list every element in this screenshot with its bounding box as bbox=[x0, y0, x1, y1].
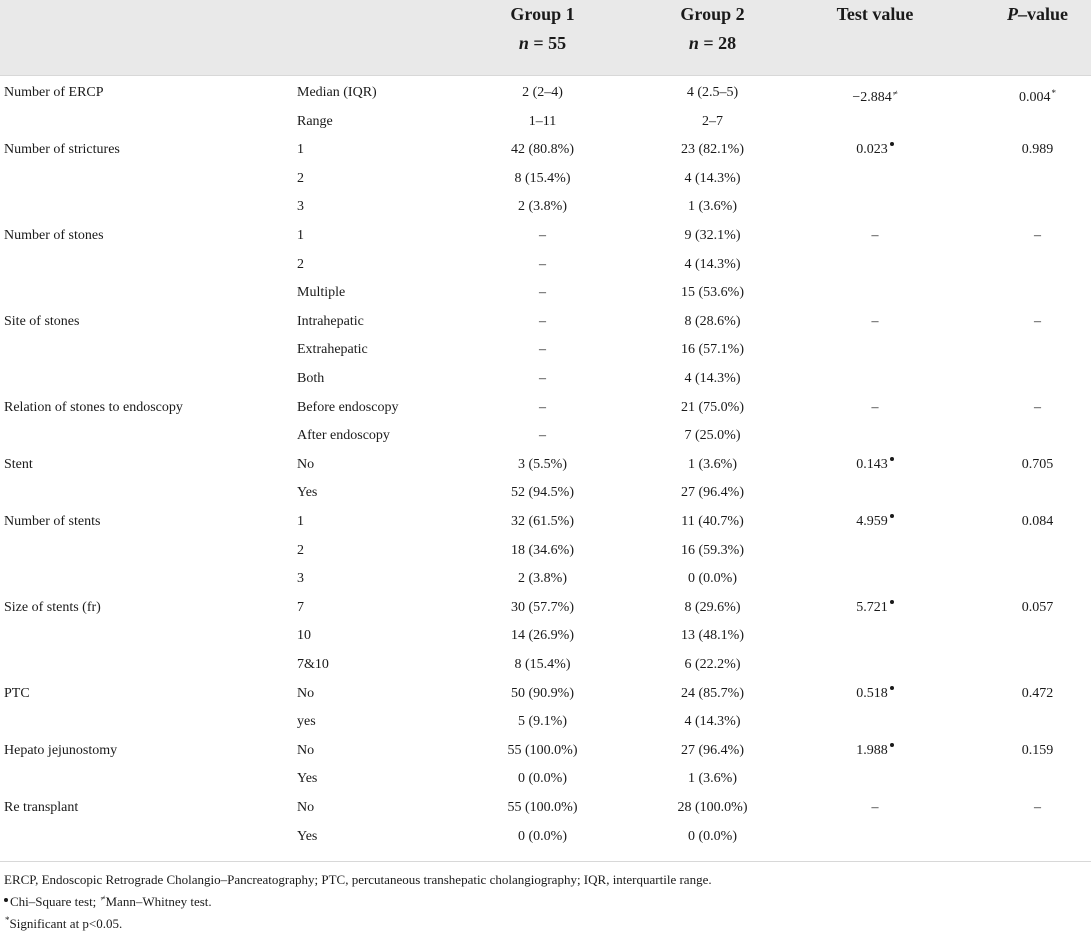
cell-c4 bbox=[640, 708, 785, 736]
cell-text: Yes bbox=[297, 485, 318, 501]
cell-text: Site of stones bbox=[4, 313, 80, 329]
cell-text: 0 (0.0%) bbox=[688, 571, 737, 587]
cell-c2 bbox=[297, 794, 314, 822]
cell-text: After endoscopy bbox=[297, 428, 390, 444]
cell-c4 bbox=[640, 651, 785, 679]
cell-c2 bbox=[297, 108, 333, 136]
cell-text: 2 bbox=[297, 170, 304, 186]
cell-text: Relation of stones to endoscopy bbox=[4, 399, 183, 415]
cell-c2 bbox=[297, 479, 317, 507]
cell-c3 bbox=[470, 823, 615, 851]
cell-text: Median (IQR) bbox=[297, 85, 377, 100]
cell-text: 1 bbox=[297, 514, 304, 529]
cell-text: 9 (32.1%) bbox=[684, 228, 741, 243]
cell-text: No bbox=[297, 456, 315, 472]
cell-c3 bbox=[470, 451, 615, 479]
cell-text: 4.959 bbox=[856, 514, 888, 529]
cell-text: 4 (2.5–5) bbox=[686, 85, 739, 100]
cell-c5 bbox=[810, 136, 940, 164]
table-row bbox=[0, 193, 1091, 221]
cell-text: 2 (3.8%) bbox=[518, 199, 567, 215]
cell-c2 bbox=[297, 394, 398, 422]
cell-c2 bbox=[297, 765, 317, 793]
header-group2 bbox=[640, 0, 785, 58]
cell-c4 bbox=[640, 79, 785, 107]
cell-c2 bbox=[297, 594, 304, 622]
cell-text: No bbox=[297, 685, 315, 701]
cell-c3 bbox=[470, 108, 615, 136]
cell-c6 bbox=[985, 136, 1090, 164]
cell-c1 bbox=[4, 451, 33, 479]
cell-c1 bbox=[4, 222, 104, 250]
cell-c5 bbox=[810, 737, 940, 765]
table-row bbox=[0, 79, 1091, 107]
cell-text: 4 (14.3%) bbox=[684, 256, 741, 272]
cell-c4 bbox=[640, 108, 785, 136]
footnote-chi-square: Chi–Square test; bbox=[10, 894, 100, 909]
cell-c5 bbox=[810, 222, 940, 250]
cell-c2 bbox=[297, 365, 324, 393]
chi-square-marker-icon bbox=[890, 743, 894, 747]
chi-square-marker-icon bbox=[890, 600, 894, 604]
cell-text: 8 (15.4%) bbox=[514, 170, 571, 186]
cell-c3 bbox=[470, 622, 615, 650]
cell-c5 bbox=[810, 394, 940, 422]
table-header bbox=[0, 0, 1091, 75]
cell-c1 bbox=[4, 79, 104, 107]
cell-c4 bbox=[640, 251, 785, 279]
cell-text: 52 (94.5%) bbox=[511, 485, 574, 501]
cell-text: 0.143 bbox=[856, 456, 888, 472]
cell-text: 0.023 bbox=[856, 142, 888, 158]
cell-text: 3 bbox=[297, 199, 304, 215]
cell-c4 bbox=[640, 451, 785, 479]
cell-text: Stent bbox=[4, 456, 33, 472]
cell-c5 bbox=[810, 451, 940, 479]
cell-text: 1 (3.6%) bbox=[688, 456, 737, 472]
cell-text: 0 (0.0%) bbox=[518, 828, 567, 844]
cell-text: 0.989 bbox=[1021, 142, 1054, 158]
cell-text: 27 (96.4%) bbox=[681, 742, 744, 758]
chi-square-marker-icon bbox=[890, 514, 894, 518]
cell-c3 bbox=[470, 565, 615, 593]
cell-c3 bbox=[470, 222, 615, 250]
cell-text: 32 (61.5%) bbox=[511, 514, 574, 529]
cell-c2 bbox=[297, 451, 314, 479]
cell-text: 55 (100.0%) bbox=[507, 742, 578, 758]
cell-c4 bbox=[640, 308, 785, 336]
cell-text: 5.721 bbox=[856, 599, 888, 615]
cell-text: – bbox=[539, 371, 546, 386]
cell-text: 2 (3.8%) bbox=[518, 571, 567, 587]
cell-text: Size of stents (fr) bbox=[4, 599, 101, 615]
cell-text: 18 (34.6%) bbox=[511, 542, 574, 558]
header-p-symbol: P bbox=[1006, 4, 1018, 24]
header-group2-n-symbol: n bbox=[688, 33, 699, 53]
cell-text: Before endoscopy bbox=[297, 399, 399, 415]
cell-c3 bbox=[470, 794, 615, 822]
cell-text: 28 (100.0%) bbox=[677, 800, 748, 815]
cell-text: 11 (40.7%) bbox=[681, 514, 744, 529]
cell-text: Both bbox=[297, 371, 325, 386]
cell-text: Number of stones bbox=[4, 228, 104, 243]
cell-c3 bbox=[470, 708, 615, 736]
cell-c3 bbox=[470, 508, 615, 536]
cell-c3 bbox=[470, 394, 615, 422]
header-p-value bbox=[985, 0, 1090, 29]
cell-c3 bbox=[470, 365, 615, 393]
cell-text: 10 bbox=[297, 628, 311, 644]
chi-square-marker-icon bbox=[890, 686, 894, 690]
cell-c2 bbox=[297, 251, 304, 279]
header-group1-n-value: = 55 bbox=[533, 33, 567, 53]
cell-mark: * bbox=[1051, 88, 1056, 98]
cell-text: 7 bbox=[297, 599, 304, 615]
cell-text: yes bbox=[297, 714, 316, 730]
cell-text: 50 (90.9%) bbox=[511, 685, 574, 701]
table-row bbox=[0, 651, 1091, 679]
cell-c2 bbox=[297, 737, 314, 765]
cell-text: 27 (96.4%) bbox=[681, 485, 744, 501]
header-test-value bbox=[810, 0, 940, 29]
cell-c4 bbox=[640, 222, 785, 250]
cell-c4 bbox=[640, 565, 785, 593]
cell-text: Number of ERCP bbox=[4, 85, 104, 100]
cell-c2 bbox=[297, 193, 304, 221]
cell-text: – bbox=[539, 256, 546, 272]
cell-text: Range bbox=[297, 113, 333, 129]
table-row bbox=[0, 251, 1091, 279]
header-group1-n-symbol: n bbox=[518, 33, 529, 53]
cell-c3 bbox=[470, 422, 615, 450]
cell-c2 bbox=[297, 537, 304, 565]
cell-text: 4 (14.3%) bbox=[684, 170, 741, 186]
table-row bbox=[0, 279, 1091, 307]
cell-c3 bbox=[470, 308, 615, 336]
cell-text: 1 (3.6%) bbox=[688, 771, 737, 787]
cell-text: – bbox=[539, 342, 546, 358]
chi-square-marker-icon bbox=[890, 142, 894, 146]
cell-c6 bbox=[985, 394, 1090, 422]
cell-c2 bbox=[297, 823, 317, 851]
cell-c3 bbox=[470, 251, 615, 279]
cell-c1 bbox=[4, 680, 30, 708]
header-group2-n bbox=[640, 29, 785, 58]
table-row bbox=[0, 451, 1091, 479]
cell-text: 21 (75.0%) bbox=[681, 399, 744, 415]
table-row bbox=[0, 108, 1091, 136]
table-row bbox=[0, 422, 1091, 450]
cell-text: 8 (28.6%) bbox=[684, 313, 741, 329]
cell-c2 bbox=[297, 651, 329, 679]
cell-text: 4 (14.3%) bbox=[684, 714, 741, 730]
bottom-rule bbox=[0, 861, 1091, 862]
cell-c1 bbox=[4, 794, 78, 822]
chi-square-marker-icon bbox=[4, 898, 8, 902]
cell-text: 42 (80.8%) bbox=[511, 142, 574, 158]
cell-text: – bbox=[539, 428, 546, 444]
table-row bbox=[0, 365, 1091, 393]
cell-text: – bbox=[871, 228, 879, 243]
table-row bbox=[0, 136, 1091, 164]
cell-c4 bbox=[640, 823, 785, 851]
cell-c1 bbox=[4, 508, 100, 536]
cell-text: −2.884 bbox=[852, 90, 892, 105]
table-row bbox=[0, 336, 1091, 364]
cell-c5 bbox=[810, 594, 940, 622]
cell-c4 bbox=[640, 622, 785, 650]
cell-text: – bbox=[1034, 313, 1041, 329]
cell-c3 bbox=[470, 537, 615, 565]
cell-text: 3 bbox=[297, 571, 304, 587]
footnote-tests bbox=[4, 889, 712, 911]
cell-c3 bbox=[470, 651, 615, 679]
cell-text: – bbox=[1034, 800, 1041, 815]
cell-text: 8 (29.6%) bbox=[684, 599, 741, 615]
cell-text: No bbox=[297, 800, 315, 815]
table-row bbox=[0, 680, 1091, 708]
cell-text: 4 (14.3%) bbox=[684, 371, 741, 386]
cell-c2 bbox=[297, 508, 304, 536]
cell-c4 bbox=[640, 165, 785, 193]
cell-c3 bbox=[470, 765, 615, 793]
cell-text: 0.057 bbox=[1021, 599, 1054, 615]
footnote-significance bbox=[4, 911, 712, 933]
cell-c2 bbox=[297, 708, 316, 736]
header-test-value-label: Test value bbox=[836, 4, 914, 24]
table-row bbox=[0, 394, 1091, 422]
cell-c4 bbox=[640, 394, 785, 422]
cell-text: 0.004 bbox=[1019, 90, 1051, 105]
header-group2-n-value: = 28 bbox=[703, 33, 737, 53]
cell-c4 bbox=[640, 422, 785, 450]
cell-c5 bbox=[810, 508, 940, 536]
cell-c1 bbox=[4, 737, 117, 765]
cell-c2 bbox=[297, 308, 364, 336]
cell-mark: ≠ bbox=[892, 88, 898, 98]
cell-text: 5 (9.1%) bbox=[518, 714, 567, 730]
cell-c2 bbox=[297, 565, 304, 593]
cell-c6 bbox=[985, 737, 1090, 765]
cell-c1 bbox=[4, 136, 120, 164]
cell-text: 2 (2–4) bbox=[522, 85, 563, 100]
cell-text: 0 (0.0%) bbox=[688, 828, 737, 844]
footnote-mann-whitney: Mann–Whitney test. bbox=[105, 894, 212, 909]
cell-c3 bbox=[470, 594, 615, 622]
cell-c6 bbox=[985, 508, 1090, 536]
cell-c4 bbox=[640, 765, 785, 793]
cell-text: – bbox=[539, 285, 546, 301]
cell-text: – bbox=[1034, 399, 1041, 415]
table-row bbox=[0, 737, 1091, 765]
cell-c3 bbox=[470, 136, 615, 164]
cell-text: 1 (3.6%) bbox=[688, 199, 737, 215]
cell-text: PTC bbox=[4, 685, 30, 701]
cell-text: Number of strictures bbox=[4, 142, 120, 158]
cell-c4 bbox=[640, 479, 785, 507]
cell-c2 bbox=[297, 165, 304, 193]
table-row bbox=[0, 765, 1091, 793]
cell-c2 bbox=[297, 222, 304, 250]
table-row bbox=[0, 794, 1091, 822]
cell-text: 0.705 bbox=[1021, 456, 1054, 472]
cell-c6 bbox=[985, 594, 1090, 622]
table-row bbox=[0, 308, 1091, 336]
cell-c6 bbox=[985, 680, 1090, 708]
header-p-suffix: –value bbox=[1017, 4, 1068, 24]
cell-text: 0.472 bbox=[1021, 685, 1054, 701]
cell-c3 bbox=[470, 279, 615, 307]
footnote-abbreviations: ERCP, Endoscopic Retrograde Cholangio–Pancreatography; PTC, percutaneous transhepatic cholangiography; IQR, interquartile range. bbox=[4, 872, 712, 887]
cell-text: – bbox=[871, 800, 879, 815]
cell-c3 bbox=[470, 680, 615, 708]
cell-text: No bbox=[297, 742, 315, 758]
table-row bbox=[0, 594, 1091, 622]
cell-text: Hepato jejunostomy bbox=[4, 742, 118, 758]
cell-text: 55 (100.0%) bbox=[507, 800, 578, 815]
cell-text: 1.988 bbox=[856, 742, 888, 758]
cell-text: 3 (5.5%) bbox=[518, 456, 567, 472]
table-row bbox=[0, 823, 1091, 851]
table-row bbox=[0, 508, 1091, 536]
cell-c2 bbox=[297, 279, 345, 307]
cell-text: 7 (25.0%) bbox=[684, 428, 741, 444]
cell-text: Extrahepatic bbox=[297, 342, 368, 358]
footnote-mann-whitney-mark: ≠ bbox=[100, 893, 106, 903]
table-row bbox=[0, 165, 1091, 193]
cell-text: 30 (57.7%) bbox=[511, 599, 574, 615]
cell-text: – bbox=[539, 228, 546, 243]
cell-text: Number of stents bbox=[4, 514, 101, 529]
cell-text: 16 (57.1%) bbox=[681, 342, 744, 358]
header-group2-title: Group 2 bbox=[680, 4, 745, 24]
cell-text: 2–7 bbox=[702, 113, 723, 129]
cell-c3 bbox=[470, 336, 615, 364]
cell-c4 bbox=[640, 193, 785, 221]
cell-c4 bbox=[640, 365, 785, 393]
cell-text: 23 (82.1%) bbox=[681, 142, 744, 158]
cell-c5 bbox=[810, 794, 940, 822]
cell-text: 8 (15.4%) bbox=[514, 657, 571, 672]
cell-c2 bbox=[297, 680, 314, 708]
cell-c4 bbox=[640, 537, 785, 565]
footnote-significance-mark: * bbox=[5, 915, 10, 925]
cell-text: 1 bbox=[297, 142, 304, 158]
cell-text: – bbox=[1034, 228, 1041, 243]
table-footnotes bbox=[4, 870, 712, 933]
cell-text: 6 (22.2%) bbox=[684, 657, 741, 672]
cell-text: 2 bbox=[297, 542, 304, 558]
cell-c3 bbox=[470, 79, 615, 107]
cell-text: Yes bbox=[297, 828, 318, 844]
table-row bbox=[0, 479, 1091, 507]
cell-c2 bbox=[297, 622, 311, 650]
header-group1-n bbox=[470, 29, 615, 58]
chi-square-marker-icon bbox=[890, 457, 894, 461]
cell-c4 bbox=[640, 336, 785, 364]
cell-text: 14 (26.9%) bbox=[511, 628, 574, 644]
cell-c3 bbox=[470, 165, 615, 193]
cell-c2 bbox=[297, 79, 377, 107]
cell-c6 bbox=[985, 794, 1090, 822]
cell-c2 bbox=[297, 136, 304, 164]
cell-text: Re transplant bbox=[4, 800, 79, 815]
cell-text: 1–11 bbox=[528, 113, 557, 129]
cell-text: Multiple bbox=[297, 285, 346, 301]
cell-text: 2 bbox=[297, 256, 304, 272]
cell-text: 0.159 bbox=[1021, 742, 1054, 758]
table-row bbox=[0, 222, 1091, 250]
cell-c3 bbox=[470, 737, 615, 765]
cell-c6 bbox=[985, 308, 1090, 336]
header-group1 bbox=[470, 0, 615, 58]
cell-c4 bbox=[640, 508, 785, 536]
cell-text: 0.084 bbox=[1021, 514, 1054, 529]
cell-text: – bbox=[871, 399, 879, 415]
cell-text: 15 (53.6%) bbox=[681, 285, 744, 301]
cell-c4 bbox=[640, 737, 785, 765]
cell-text: – bbox=[871, 313, 879, 329]
cell-c4 bbox=[640, 594, 785, 622]
cell-text: 7&10 bbox=[297, 657, 329, 672]
cell-c5 bbox=[810, 680, 940, 708]
cell-c4 bbox=[640, 279, 785, 307]
header-p-value-label bbox=[985, 0, 1090, 29]
header-rule bbox=[0, 75, 1091, 76]
table-row bbox=[0, 537, 1091, 565]
header-group1-title: Group 1 bbox=[510, 4, 575, 24]
cell-text: 13 (48.1%) bbox=[681, 628, 744, 644]
cell-text: Yes bbox=[297, 771, 318, 787]
cell-text: 0.518 bbox=[856, 685, 888, 701]
cell-text: Intrahepatic bbox=[297, 313, 364, 329]
cell-text: 0 (0.0%) bbox=[518, 771, 567, 787]
cell-text: – bbox=[539, 313, 546, 329]
cell-c1 bbox=[4, 394, 183, 422]
cell-c2 bbox=[297, 336, 368, 364]
table-row bbox=[0, 708, 1091, 736]
cell-c4 bbox=[640, 680, 785, 708]
table-row bbox=[0, 565, 1091, 593]
footnote-significance-text: Significant at p<0.05. bbox=[9, 916, 123, 931]
cell-c5 bbox=[810, 308, 940, 336]
cell-text: 24 (85.7%) bbox=[681, 685, 744, 701]
cell-text: 1 bbox=[297, 228, 304, 243]
cell-c2 bbox=[297, 422, 390, 450]
cell-text: 16 (59.3%) bbox=[681, 542, 744, 558]
table-row bbox=[0, 622, 1091, 650]
cell-c3 bbox=[470, 479, 615, 507]
cell-c6 bbox=[985, 222, 1090, 250]
cell-text: – bbox=[539, 399, 546, 415]
cell-c4 bbox=[640, 136, 785, 164]
cell-c1 bbox=[4, 594, 101, 622]
cell-c3 bbox=[470, 193, 615, 221]
cell-c1 bbox=[4, 308, 79, 336]
cell-c6 bbox=[985, 451, 1090, 479]
cell-c4 bbox=[640, 794, 785, 822]
